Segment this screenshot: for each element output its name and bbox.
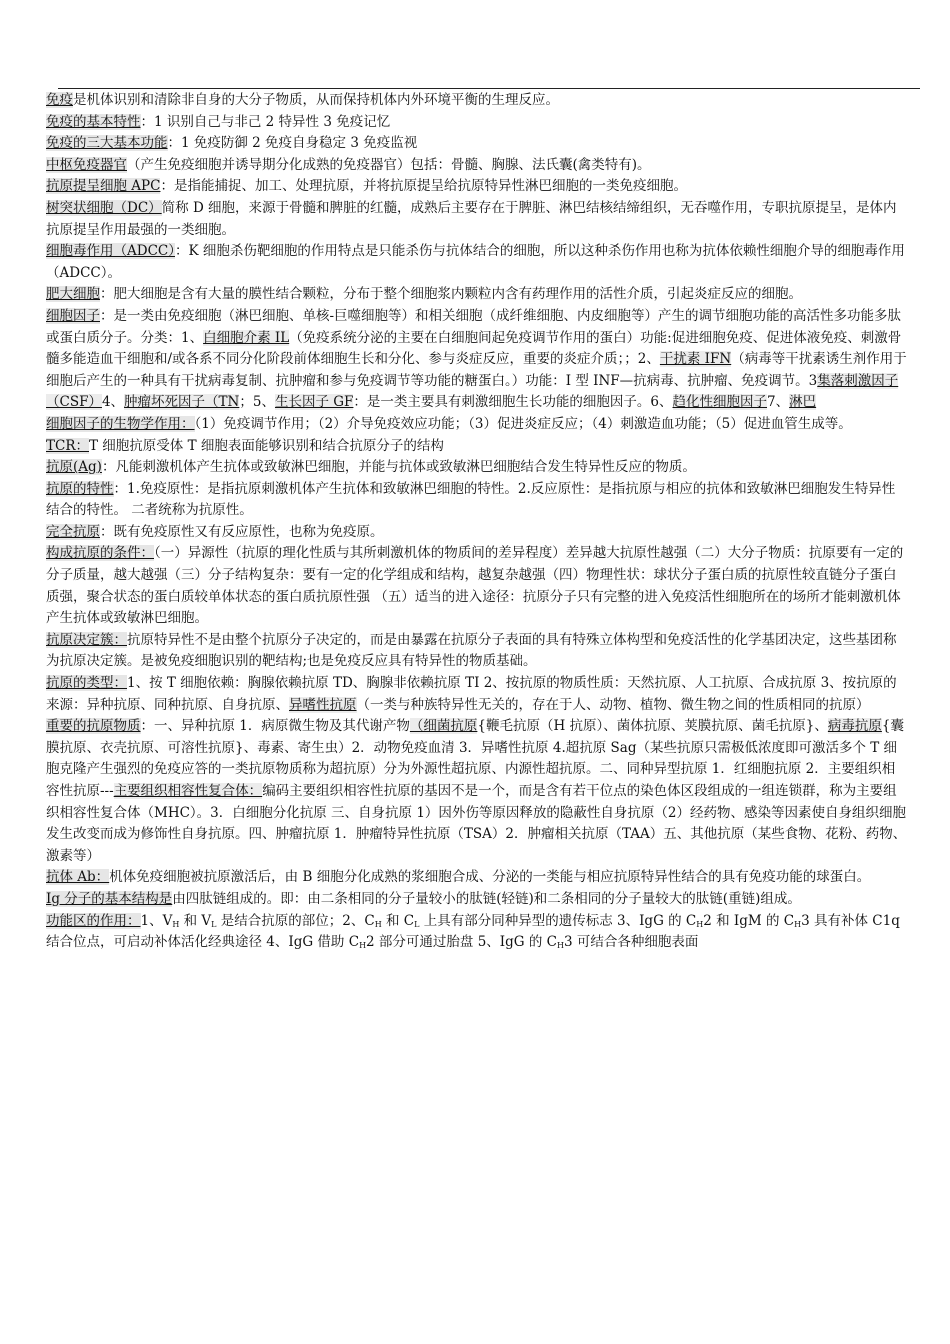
para-antibody [46,867,908,889]
term-immunity: 免疫 [46,92,73,108]
subscript-h: H [794,919,802,929]
para-complete-antigen [46,522,908,544]
para-cytokine [46,306,908,436]
subscript-h: H [696,919,704,929]
para-apc [46,176,908,198]
term-mhc: 主要组织相容性复合体： [113,783,263,799]
para-antigen [46,457,908,479]
para-text: 2 部分可通过胎盘 5、IgG 的 C [366,934,557,951]
term-cytokine-bio: 细胞因子的生物学作用： [46,415,195,432]
term-mast-cell: 肥大细胞 [46,286,100,303]
para-central-organs [46,155,908,177]
para-antigen-types [46,673,908,716]
para-text: {鞭毛抗原（H 抗原）、菌体抗原、荚膜抗原、菌毛抗原}、 [477,718,828,735]
para-text: T 细胞抗原受体 T 细胞表面能够识别和结合抗原分子的结构 [89,437,444,454]
para-antigen-conditions [46,543,908,629]
para-text: ：是一类主要具有刺激细胞生长功能的细胞因子。6、 [353,394,673,411]
para-text: 3 具有补体 C1q 结合位点，可启动补体活化经典途径 4、IgG 借助 C [46,912,900,951]
para-text: 是机体识别和清除非自身的大分子物质，从而保持机体内外环境平衡的生理反应。 [73,92,559,108]
para-epitope [46,630,908,673]
para-text: 简称 D 细胞，来源于骨髓和脾脏的红髓，成熟后主要存在于脾脏、淋巴结核结缔组织，无吞噬作用，专职抗原提呈，是体内抗原提呈作用最强的一类细胞。 [46,199,897,238]
para-text: 7、 [767,394,790,411]
term-domain-functions: 功能区的作用： [46,912,141,929]
term-tcr: TCR： [46,437,89,454]
para-text: 和 V [179,912,212,929]
document-body [46,90,908,954]
term-apc: 抗原提呈细胞 APC [46,178,161,195]
para-domain-functions [46,911,908,954]
para-text: 机体免疫细胞被抗原激活后，由 B 细胞分化成熟的浆细胞合成、分泌的一类能与相应抗原特异性结合的具有免疫功能的球蛋白。 [109,869,871,886]
term-important-antigens: 重要的抗原物质 [46,718,141,735]
term-antigen-types: 抗原的类型： [46,675,127,692]
para-text: ：1.免疫原性：是指抗原刺激机体产生抗体和致敏淋巴细胞的特性。2.反应原性：是指抗原与相应的抗体和致敏淋巴细胞发生特异性结合的特性。 二者统称为抗原性。 [46,480,896,519]
para-text: ：肥大细胞是含有大量的膜性结合颗粒，分布于整个细胞浆内颗粒内含有药理作用的活性介质，引起炎症反应的细胞。 [100,286,802,303]
para-text: （产生免疫细胞并诱导期分化成熟的免疫器官）包括：骨髓、胸腺、法氏囊(禽类特有)。 [127,156,651,173]
para-text: （免疫系统分泌的主要在白细胞间起免疫调节作用的蛋白）功能:促进细胞免疫、促进体液免疫、刺激骨髓多能造血干细胞和/或各系不同分化阶段前体细胞生长和分化、参与炎症反应，重要的炎症介质；；2、 [46,329,902,368]
para-text: ：1 识别自己与非己 2 特异性 3 免疫记忆 [140,113,391,130]
subscript-h: H [556,941,564,951]
header-rule [58,88,920,89]
term-interferon: 干扰素 IFN [659,351,732,368]
term-heterophile: 异嗜性抗原 [289,696,357,713]
term-antigen-properties: 抗原的特性 [46,480,114,497]
term-basic-properties: 免疫的基本特性 [46,113,141,130]
para-text: 是结合抗原的部位；2、C [216,912,375,929]
para-ig-structure [46,889,908,911]
term-bacterial-antigen: （细菌抗原 [409,718,478,735]
subscript-l: L [414,919,420,929]
subscript-l: L [211,919,217,929]
para-text: 1、按 T 细胞依赖：胸腺依赖抗原 TD、胸腺非依赖抗原 TI 2、按抗原的物质性质：天然抗原、人工抗原、合成抗原 3、按抗原的来源：异种抗原、同种抗原、自身抗原、 [46,675,897,713]
term-antigen: 抗原(Ag) [46,459,102,476]
term-three-functions: 免疫的三大基本功能 [46,135,168,152]
term-dendritic: 树突状细胞（DC） [46,199,162,216]
para-text: ：是一类由免疫细胞（淋巴细胞、单核-巨噬细胞等）和相关细胞（成纤维细胞、内皮细胞等）产生的调节细胞功能的高活性多功能多肽或蛋白质分子。分类：1、 [46,307,902,346]
term-chemokine: 趋化性细胞因子 [672,394,768,411]
para-text: （一类与种族特异性无关的，存在于人、动物、植物、微生物之间的性质相同的抗原） [356,696,870,713]
para-text: 由四肽链组成的。即：由二条相同的分子量较小的肽链(轻链)和二条相同的分子量较大的肽链(重链)组成。 [172,890,801,907]
para-text: 和 C [381,912,415,929]
para-text: ：是指能捕捉、加工、处理抗原，并将抗原提呈给抗原特异性淋巴细胞的一类免疫细胞。 [160,178,687,195]
para-text: 3 可结合各种细胞表面 [563,934,699,951]
para-text: 1、V [140,912,173,929]
para-antigen-properties [46,479,908,522]
para-adcc [46,241,908,284]
term-adcc: 细胞毒作用（ADCC） [46,243,175,260]
para-text: 2 和 IgM 的 C [703,912,795,929]
term-epitope: 抗原决定簇： [46,631,127,648]
para-text: ：K 细胞杀伤靶细胞的作用特点是只能杀伤与抗体结合的细胞，所以这种杀伤作用也称为抗体依赖性细胞介导的细胞毒作用（ADCC）。 [46,243,905,281]
para-text: （1）免疫调节作用；（2）介导免疫效应功能；（3）促进炎症反应；（4）刺激造血功能；（5）促进血管生成等。 [194,415,852,432]
para-tcr [46,436,908,458]
para-text: 编码主要组织相容性抗原的基因不是一个，而是含有若干位点的染色体区段组成的一组连锁群，称为主要组织相容性复合体（MHC）。3．白细胞分化抗原 三、自身抗原 1）因外伤等原因释放的隐蔽性自身抗原（2）经药物、感染等因素使自身组织细胞发生改变而成为修饰性自身抗原。四、肿瘤抗原 1．肿瘤特异性抗原（TSA）2．肿瘤相关抗原（TAA）五、其他抗原（某些食物、花粉、药物、激素等） [46,783,907,864]
term-growth-factor: 生长因子 GF [274,394,354,411]
para-dendritic [46,198,908,241]
subscript-h: H [172,919,180,929]
para-important-antigens [46,716,908,867]
para-text: 4、 [101,394,125,411]
para-text: 抗原特异性不是由整个抗原分子决定的，而是由暴露在抗原分子表面的具有特殊立体构型和免疫活性的化学基团决定，这些基团称为抗原决定簇。是被免疫细胞识别的靶结构;也是免疫反应具有特异性的物质基础。 [46,631,897,670]
para-text: 上具有部分同种异型的遗传标志 3、IgG 的 C [419,912,697,929]
term-complete-antigen: 完全抗原 [46,523,100,540]
subscript-h: H [359,941,367,951]
para-mast-cell [46,284,908,306]
para-three-functions [46,133,908,155]
term-lymph: 淋巴 [789,394,817,411]
para-immunity [46,90,908,112]
term-antibody: 抗体 Ab： [46,869,110,886]
term-ig-structure: Ig 分子的基本结构是 [46,890,173,907]
para-text: ：凡能刺激机体产生抗体或致敏淋巴细胞，并能与抗体或致敏淋巴细胞结合发生特异性反应的物质。 [101,459,696,476]
subscript-h: H [374,919,382,929]
term-interleukin: 白细胞介素 IL [203,329,290,346]
term-viral-antigen: 病毒抗原 [827,718,882,735]
term-csf: 集落刺激因子（CSF） [46,372,899,411]
term-tnf: 肿瘤坏死因子（TN [124,394,240,411]
para-text: ；5、 [239,394,275,411]
para-text: ：1 免疫防御 2 免疫自身稳定 3 免疫监视 [167,135,418,152]
term-central-organs: 中枢免疫器官 [46,156,127,173]
para-text: （病毒等干扰素诱生剂作用于细胞后产生的一种具有干扰病毒复制、抗肿瘤和参与免疫调节等功能的糖蛋白。）功能：I 型 INF—抗病毒、抗肿瘤、免疫调节。3 [46,351,907,389]
para-basic-properties [46,112,908,134]
term-antigen-conditions: 构成抗原的条件： [46,545,154,562]
para-text: （一）异源性（抗原的理化性质与其所刺激机体的物质间的差异程度）差异越大抗原性越强（二）大分子物质：抗原要有一定的分子质量，越大越强（三）分子结构复杂：要有一定的化学组成和结构，越复杂越强（四）物理性状：球状分子蛋白质的抗原性较直链分子蛋白质强，聚合状态的蛋白质较单体状态的蛋白质抗原性强 （五）适当的进入途径：抗原分子只有完整的进入免疫活性细胞所在的场所才能刺激机体产生抗体或致敏淋巴细胞。 [46,545,904,627]
term-cytokine: 细胞因子 [46,307,100,324]
para-text: ：一、异种抗原 1．病原微生物及其代谢产物 [140,718,410,735]
para-text: ：既有免疫原性又有反应原性，也称为免疫原。 [100,523,384,540]
para-text: {囊膜抗原、衣壳抗原、可溶性抗原}、毒素、寄生虫）2．动物免疫血清 3．异嗜性抗原 4.超抗原 Sag（某些抗原只需极低浓度即可激活多个 T 细胞克隆产生强烈的免疫应答的一类抗原物质称为超抗原）分为外源性超抗原、内源性超抗原。二、同种异型抗原 1．红细胞抗原 2．主要组织相容性抗原--- [46,718,904,799]
